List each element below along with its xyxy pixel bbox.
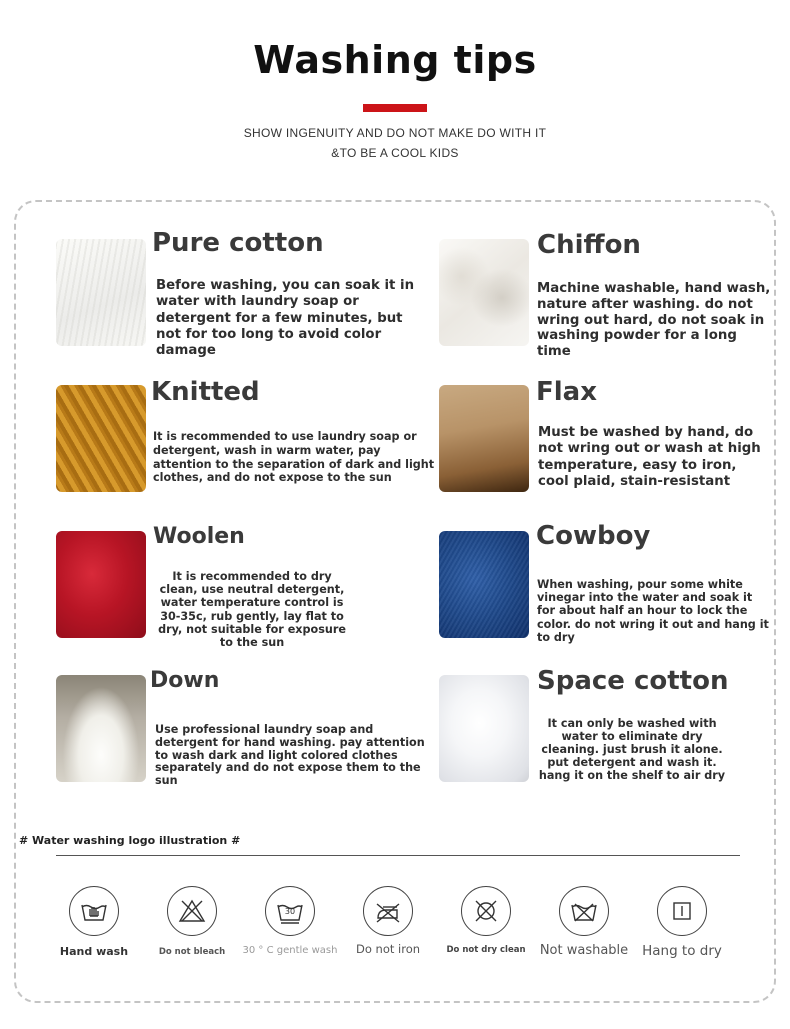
subtitle-line-2: &TO BE A COOL KIDS [331,146,459,160]
no-iron-icon [363,886,413,936]
no-wash-icon [559,886,609,936]
fabric-desc-pure-cotton: Before washing, you can soak it in water with laundry soap or detergent for a few minutes, but not for too long to avoid color damage [156,278,415,359]
care-symbol-no-bleach [143,886,241,957]
wash-temperature-text: 30 [284,907,296,916]
wash-30-icon [265,886,315,936]
care-label-no-iron: Do not iron [355,942,421,956]
hang-dry-icon [657,886,707,936]
legend-divider [56,855,740,856]
no-dry-clean-icon [461,886,511,936]
page-title: Washing tips [253,38,537,82]
care-label-no-bleach: Do not bleach [158,947,226,957]
woolen-swatch [56,531,146,638]
title-accent-bar [363,104,427,112]
fabric-desc-space-cotton: It can only be washed with water to eliminate dry cleaning. just brush it alone. put detergent and wash it. hang it on the shelf to air dry [538,717,726,782]
fabric-name-down: Down [150,668,220,693]
fabric-name-cowboy: Cowboy [536,521,651,551]
fabric-name-chiffon: Chiffon [537,230,641,260]
chiffon-swatch [439,239,529,346]
care-symbol-hang-dry [633,886,731,959]
fabric-desc-down: Use professional laundry soap and detergent for hand washing. pay attention to wash dark and light colored clothes separately and do not expose them to the sun [155,723,425,788]
care-symbol-no-dry-clean [437,886,535,955]
care-label-wash-30: 30 ° C gentle wash [242,945,338,956]
care-symbol-wash-30 [241,886,339,956]
fabric-name-space-cotton: Space cotton [537,666,729,696]
care-symbol-not-washable [535,886,633,958]
care-label-no-dry-clean: Do not dry clean [446,945,526,955]
hand-wash-icon [69,886,119,936]
care-label-not-washable: Not washable [539,943,629,958]
fabric-desc-woolen: It is recommended to dry clean, use neutral detergent, water temperature control is 30-35c, rub gently, lay flat to dry, not suitable for exposure to the sun [158,570,346,650]
care-label-hand-wash: Hand wash [59,945,129,958]
fabric-name-knitted: Knitted [151,377,260,407]
fabric-desc-cowboy: When washing, pour some white vinegar into the water and soak it for about half an hour to lock the color. do not wring it out and hang it to dry [537,578,769,644]
knitted-swatch [56,385,146,492]
legend-label: # Water washing logo illustration # [19,834,241,847]
fabric-desc-knitted: It is recommended to use laundry soap or detergent, wash in warm water, pay attention to the separation of dark and light clothes, and do not expose to the sun [153,430,435,485]
fabric-name-woolen: Woolen [153,524,245,549]
down-swatch [56,675,146,782]
cowboy-swatch [439,531,529,638]
care-symbol-hand-wash [45,886,143,958]
fabric-desc-chiffon: Machine washable, hand wash, nature after washing. do not wring out hard, do not soak in washing powder for a long time [537,281,771,360]
fabric-name-flax: Flax [536,377,597,407]
fabric-name-pure-cotton: Pure cotton [152,228,324,258]
pure-cotton-swatch [56,239,146,346]
care-label-hang-dry: Hang to dry [642,943,722,959]
fabric-desc-flax: Must be washed by hand, do not wring out or wash at high temperature, easy to iron, cool plaid, stain-resistant [538,425,761,489]
care-symbol-no-iron [339,886,437,956]
subtitle-line-1: SHOW INGENUITY AND DO NOT MAKE DO WITH IT [243,126,547,140]
flax-swatch [439,385,529,492]
space-cotton-swatch [439,675,529,782]
no-bleach-icon [167,886,217,936]
